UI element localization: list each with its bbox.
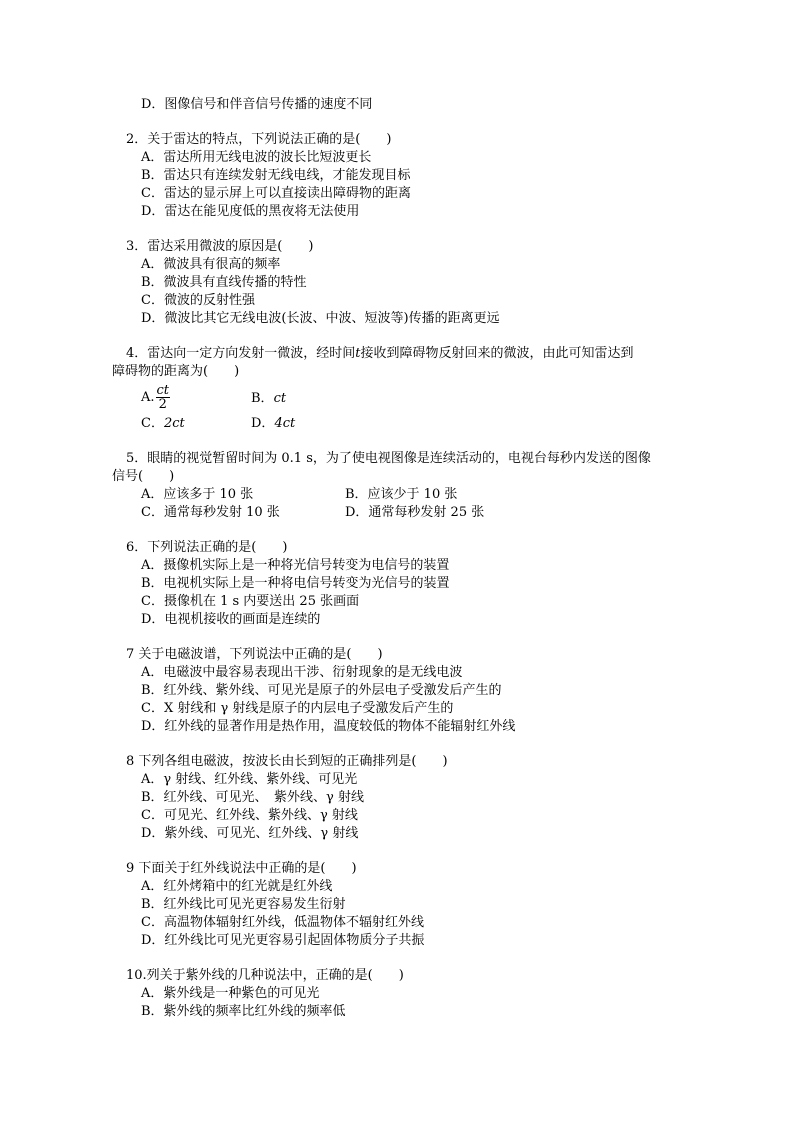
question-2-stem: 2．关于雷达的特点，下列说法正确的是( ) (126, 132, 392, 147)
question-9-option-a: A．红外烤箱中的红光就是红外线 (141, 879, 333, 894)
question-4-fraction (156, 384, 171, 411)
question-1-option-d: D．图像信号和伴音信号传播的速度不同 (141, 97, 373, 112)
question-10-stem: 10.列关于紫外线的几种说法中，正确的是( ) (126, 968, 404, 983)
question-6-stem: 6．下列说法正确的是( ) (126, 540, 288, 555)
question-9-stem: 9 下面关于红外线说法中正确的是( ) (126, 861, 357, 876)
question-3-stem: 3．雷达采用微波的原因是( ) (126, 239, 314, 254)
question-4-option-d (251, 415, 295, 433)
question-3-option-a: A．微波具有很高的频率 (141, 257, 281, 272)
question-5-option-a: A．应该多于 10 张 (141, 487, 254, 502)
question-4-option-a (141, 383, 170, 413)
question-7-option-c: C．X 射线和 γ 射线是原子的内层电子受激发后产生的 (141, 701, 454, 716)
question-8-option-b: B．红外线、可见光、 紫外线、γ 射线 (141, 790, 364, 805)
question-6-option-d: D．电视机接收的画面是连续的 (141, 612, 321, 627)
question-8-option-c: C．可见光、红外线、紫外线、γ 射线 (141, 808, 358, 823)
question-4-option-d-label: D． (251, 416, 275, 431)
question-4-stem-line1 (126, 345, 634, 363)
question-6-option-a: A．摄像机实际上是一种将光信号转变为电信号的装置 (141, 558, 450, 573)
question-4-option-b (251, 390, 286, 408)
question-10-option-b: B．紫外线的频率比红外线的频率低 (141, 1004, 346, 1019)
question-5-option-d: D．通常每秒发射 25 张 (345, 505, 485, 520)
question-2-option-c: C．雷达的显示屏上可以直接读出障碍物的距离 (141, 186, 411, 201)
question-9-option-b: B．红外线比可见光更容易发生衍射 (141, 897, 346, 912)
question-6-option-c: C．摄像机在 1 s 内要送出 25 张画面 (141, 594, 360, 609)
question-6-option-b: B．电视机实际上是一种将电信号转变为光信号的装置 (141, 576, 450, 591)
question-8-option-a: A．γ 射线、红外线、紫外线、可见光 (141, 772, 358, 787)
question-4-option-c-label: C． (141, 416, 164, 431)
question-4-fraction-numerator: ct (156, 383, 170, 398)
question-3-option-c: C．微波的反射性强 (141, 293, 255, 308)
question-4-option-c (141, 415, 185, 433)
question-5-option-c: C．通常每秒发射 10 张 (141, 505, 280, 520)
question-5-option-b: B．应该少于 10 张 (345, 487, 458, 502)
question-3-option-d: D．微波比其它无线电波(长波、中波、短波等)传播的距离更远 (141, 311, 500, 326)
question-3-option-b: B．微波具有直线传播的特性 (141, 275, 307, 290)
question-4-option-d-value: 4ct (274, 416, 296, 431)
question-9-option-c: C．高温物体辐射红外线，低温物体不辐射红外线 (141, 915, 424, 930)
question-10-option-a: A．紫外线是一种紫色的可见光 (141, 986, 320, 1001)
question-7-option-b: B．红外线、紫外线、可见光是原子的外层电子受激发后产生的 (141, 683, 502, 698)
question-4-stem-part1: 4．雷达向一定方向发射一微波，经时间 (126, 346, 356, 361)
question-5-stem-line1: 5．眼睛的视觉暂留时间为 0.1 s，为了使电视图像是连续活动的，电视台每秒内发送的图像 (126, 451, 651, 466)
question-2-option-d: D．雷达在能见度低的黑夜将无法使用 (141, 204, 360, 219)
question-2-option-b: B．雷达只有连续发射无线电线，才能发现目标 (141, 168, 411, 183)
question-5-stem-line2: 信号( ) (112, 469, 175, 484)
question-7-option-d: D．红外线的显著作用是热作用，温度较低的物体不能辐射红外线 (141, 719, 516, 734)
question-4-option-b-value: ct (273, 391, 287, 406)
question-4-option-c-value: 2ct (163, 416, 185, 431)
question-9-option-d: D．红外线比可见光更容易引起固体物质分子共振 (141, 933, 425, 948)
question-4-stem-line2: 障碍物的距离为( ) (112, 364, 240, 379)
question-2-option-a: A．雷达所用无线电波的波长比短波更长 (141, 150, 372, 165)
question-8-stem: 8 下列各组电磁波，按波长由长到短的正确排列是( ) (126, 754, 448, 769)
question-4-stem-part2: 接收到障碍物反射回来的微波，由此可知雷达到 (360, 346, 634, 361)
question-8-option-d: D．紫外线、可见光、红外线、γ 射线 (141, 826, 359, 841)
question-7-option-a: A．电磁波中最容易表现出干涉、衍射现象的是无线电波 (141, 665, 463, 680)
question-4-option-a-label: A. (141, 390, 155, 405)
question-4-option-b-label: B． (251, 391, 274, 406)
question-4-time-variable: t (355, 346, 361, 361)
question-7-stem: 7 关于电磁波谱，下列说法中正确的是( ) (126, 647, 383, 662)
question-4-fraction-denominator: 2 (158, 397, 167, 412)
